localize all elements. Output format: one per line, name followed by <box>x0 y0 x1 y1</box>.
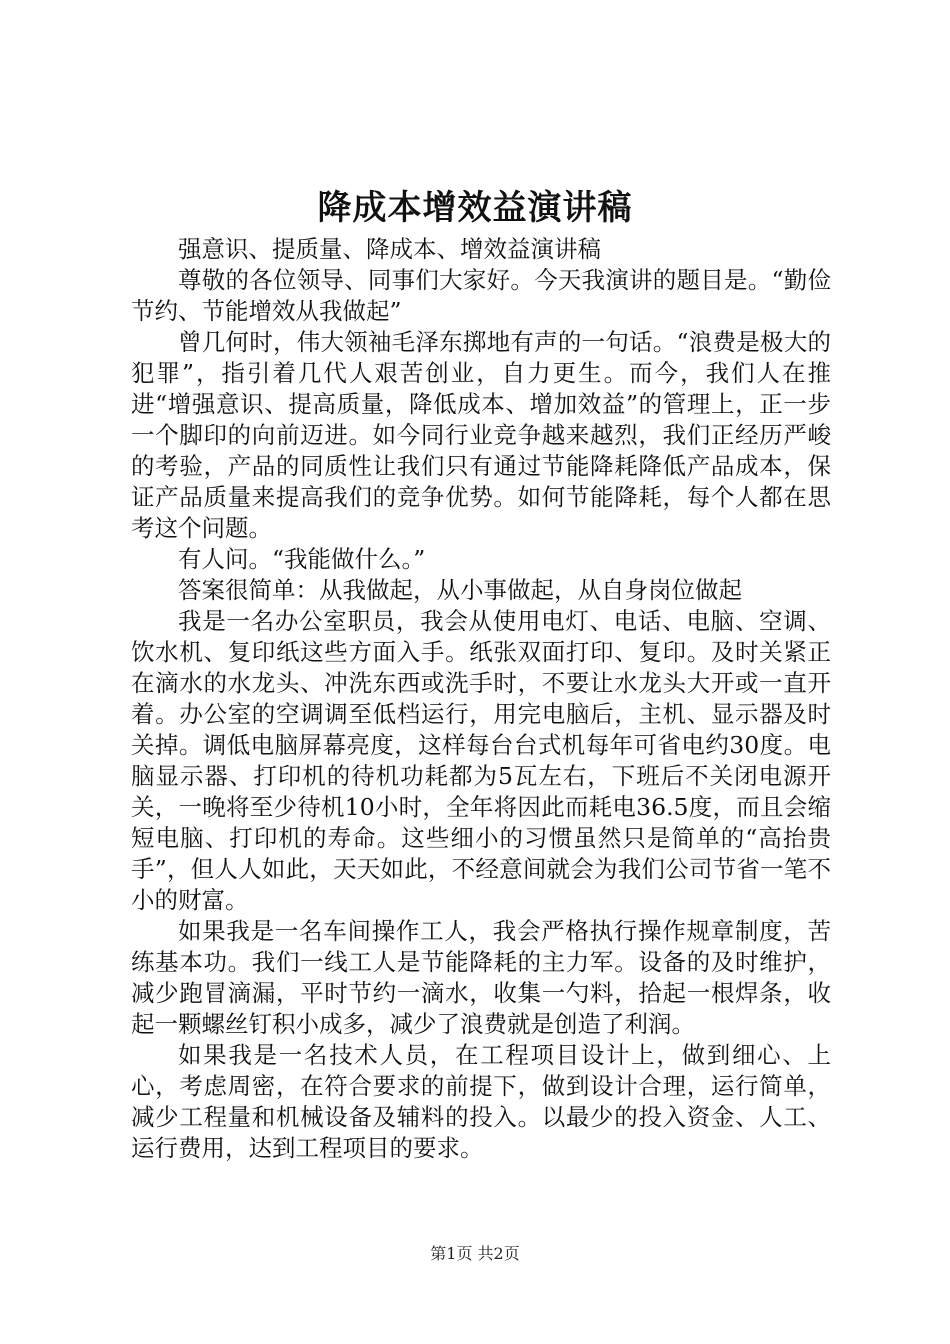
answer-paragraph: 答案很简单：从我做起，从小事做起，从自身岗位做起 <box>178 576 742 604</box>
office-staff-paragraph: 我是一名办公室职员，我会从使用电灯、电话、电脑、空调、饮水机、复印纸这些方面入手。纸张双面打印、复印。及时关紧正在滴水的水龙头、冲洗东西或洗手时，不要让水龙头大开或一直开着。办公室的空调调至低档运行，用完电脑后，主机、显示器及时关掉。调低电脑屏幕亮度，这样每台台式机每年可省电约30度。电脑显示器、打印机的待机功耗都为5瓦左右，下班后不关闭电源开关，一晚将至少待机10小时，全年将因此而耗电36.5度，而且会缩短电脑、打印机的寿命。这些细小的习惯虽然只是简单的“高抬贵手”，但人人如此，天天如此，不经意间就会为我们公司节省一笔不小的财富。 <box>131 607 831 914</box>
document-title: 降成本增效益演讲稿 <box>317 188 633 228</box>
technician-paragraph: 如果我是一名技术人员，在工程项目设计上，做到细心、上心，考虑周密，在符合要求的前提下，做到设计合理，运行简单，减少工程量和机械设备及辅料的投入。以最少的投入资金、人工、运行费用，达到工程项目的要求。 <box>131 1041 831 1162</box>
document-body <box>131 234 831 1164</box>
question-paragraph: 有人问。“我能做什么。” <box>178 545 426 573</box>
body-paragraph: 曾几何时，伟大领袖毛泽东掷地有声的一句话。“浪费是极大的犯罪”，指引着几代人艰苦创业，自力更生。而今，我们人在推进“增强意识、提高质量，降低成本、增加效益”的管理上，正一步一个脚印的向前迈进。如今同行业竞争越来越烈，我们正经历严峻的考验，产品的同质性让我们只有通过节能降耗降低产品成本，保证产品质量来提高我们的竞争优势。如何节能降耗，每个人都在思考这个问题。 <box>131 328 831 542</box>
subtitle-paragraph: 强意识、提质量、降成本、增效益演讲稿 <box>178 235 601 263</box>
page-footer: 第1页 共2页 <box>430 1244 520 1263</box>
workshop-worker-paragraph: 如果我是一名车间操作工人，我会严格执行操作规章制度，苦练基本功。我们一线工人是节能降耗的主力军。设备的及时维护，减少跑冒滴漏，平时节约一滴水，收集一勺料，拾起一根焊条，收起一颗螺丝钉积小成多，减少了浪费就是创造了利润。 <box>131 917 831 1038</box>
greeting-paragraph: 尊敬的各位领导、同事们大家好。今天我演讲的题目是。“勤俭节约、节能增效从我做起” <box>131 266 831 325</box>
